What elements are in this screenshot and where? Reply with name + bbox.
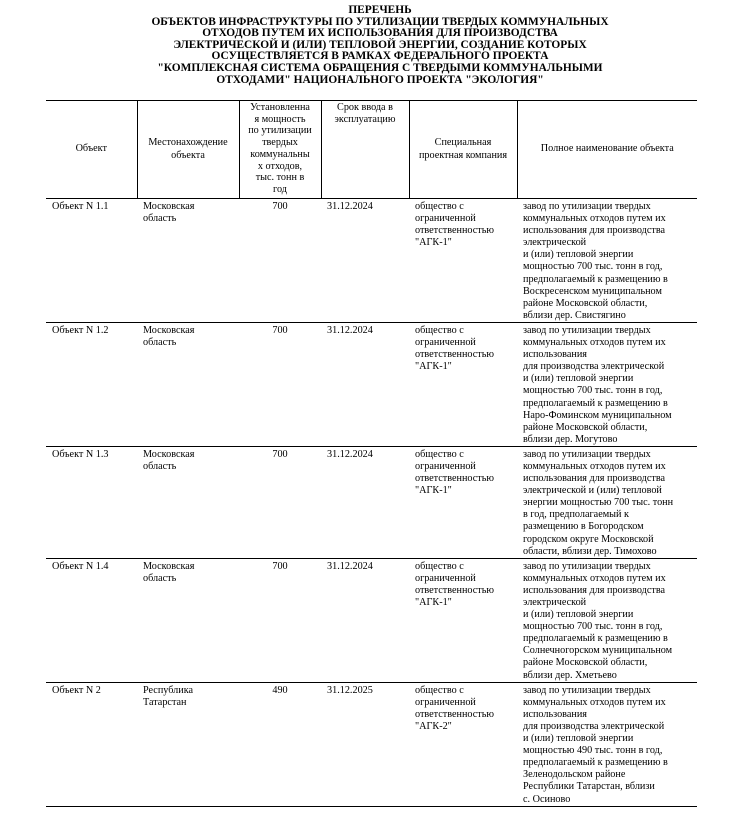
location-line: область xyxy=(143,337,177,349)
location-line: область xyxy=(143,572,177,584)
company-line: ответственностью xyxy=(415,225,494,237)
full-name-line: завод по утилизации твердых xyxy=(523,684,651,696)
company-line: "АГК-1" xyxy=(415,485,452,497)
full-name-line: завод по утилизации твердых xyxy=(523,324,651,336)
header-capacity xyxy=(239,101,321,199)
full-name-line: мощностью 490 тыс. тонн в год, xyxy=(523,745,663,757)
cell-full-name xyxy=(517,446,697,558)
full-name-line: использования для производства xyxy=(523,584,666,596)
full-name-line: районе Московской области, xyxy=(523,421,648,433)
infrastructure-objects-table xyxy=(46,100,697,807)
location-line: Татарстан xyxy=(143,696,187,708)
company-line: общество с xyxy=(415,684,464,696)
location-line: Московская xyxy=(143,448,195,460)
full-name-line: районе Московской области, xyxy=(523,297,648,309)
full-name-line: Наро-Фоминском муниципальном xyxy=(523,409,672,421)
full-name-line: для производства электрической xyxy=(523,720,665,732)
table-header xyxy=(46,101,697,199)
full-name-line: использования для производства xyxy=(523,473,666,485)
full-name-line: мощностью 700 тыс. тонн в год, xyxy=(523,385,663,397)
header-object: Объект xyxy=(46,101,137,199)
location-line: Московская xyxy=(143,560,195,572)
full-name-line: использования для производства xyxy=(523,225,666,237)
full-name-line: с. Осиново xyxy=(523,793,571,805)
header-full-name: Полное наименование объекта xyxy=(517,101,697,199)
company-line: "АГК-2" xyxy=(415,720,452,732)
header-capacity-line: коммунальны xyxy=(250,148,310,160)
full-name-line: электрической и (или) тепловой xyxy=(523,485,662,497)
cell-capacity: 700 xyxy=(239,558,321,682)
company-line: общество с xyxy=(415,324,464,336)
full-name-line: коммунальных отходов путем их xyxy=(523,460,666,472)
cell-object: Объект N 1.3 xyxy=(46,446,137,558)
company-line: ограниченной xyxy=(415,696,476,708)
location-line: Московская xyxy=(143,324,195,336)
title-line: ОТХОДОВ ПУТЕМ ИХ ИСПОЛЬЗОВАНИЯ ДЛЯ ПРОИЗВОДСТВА xyxy=(202,27,558,40)
cell-object: Объект N 1.4 xyxy=(46,558,137,682)
cell-location xyxy=(137,199,239,323)
cell-company xyxy=(409,199,517,323)
full-name-line: и (или) тепловой энергии xyxy=(523,373,634,385)
full-name-line: электрической xyxy=(523,597,587,608)
table-row xyxy=(46,199,697,323)
header-capacity-line: х отходов, xyxy=(257,160,303,172)
full-name-line: завод по утилизации твердых xyxy=(523,560,651,572)
company-line: ограниченной xyxy=(415,460,476,472)
company-line: общество с xyxy=(415,560,464,572)
full-name-line: области, вблизи дер. Тимохово xyxy=(523,545,657,557)
full-name-line: использования xyxy=(523,708,587,720)
cell-location xyxy=(137,446,239,558)
full-name-line: вблизи дер. Хметьево xyxy=(523,669,617,681)
full-name-line: Воскресенском муниципальном xyxy=(523,285,662,297)
company-line: "АГК-1" xyxy=(415,361,452,373)
company-line: "АГК-1" xyxy=(415,237,452,249)
location-line: область xyxy=(143,213,177,225)
location-line: Республика xyxy=(143,684,194,696)
table-row xyxy=(46,322,697,446)
cell-capacity: 700 xyxy=(239,199,321,323)
location-line: область xyxy=(143,460,177,472)
full-name-line: для производства электрической xyxy=(523,361,665,373)
full-name-line: коммунальных отходов путем их xyxy=(523,213,666,225)
company-line: ответственностью xyxy=(415,349,494,361)
company-line: общество с xyxy=(415,448,464,460)
company-line: ответственностью xyxy=(415,473,494,485)
cell-company xyxy=(409,322,517,446)
full-name-line: и (или) тепловой энергии xyxy=(523,249,634,261)
header-capacity-line: тыс. тонн в xyxy=(255,172,305,184)
header-capacity-line: год xyxy=(273,183,287,195)
title-line: ОСУЩЕСТВЛЯЕТСЯ В РАМКАХ ФЕДЕРАЛЬНОГО ПРОЕКТА xyxy=(211,50,549,63)
full-name-line: предполагаемый к размещению в xyxy=(523,633,668,645)
cell-company xyxy=(409,446,517,558)
cell-company xyxy=(409,558,517,682)
header-capacity-line: твердых xyxy=(262,137,298,149)
header-capacity-line: Установленна xyxy=(250,102,310,113)
header-capacity-line: по утилизации xyxy=(248,125,312,137)
cell-capacity: 490 xyxy=(239,682,321,806)
cell-commissioning-date: 31.12.2024 xyxy=(321,199,409,323)
company-line: ответственностью xyxy=(415,708,494,720)
company-line: ответственностью xyxy=(415,584,494,596)
table-row xyxy=(46,558,697,682)
full-name-line: электрической xyxy=(523,237,587,249)
header-row xyxy=(46,101,697,199)
company-line: ограниченной xyxy=(415,572,476,584)
title-line: ОБЪЕКТОВ ИНФРАСТРУКТУРЫ ПО УТИЛИЗАЦИИ ТВЕРДЫХ КОММУНАЛЬНЫХ xyxy=(151,15,609,28)
cell-commissioning-date: 31.12.2024 xyxy=(321,322,409,446)
full-name-line: Зеленодольском районе xyxy=(523,769,626,781)
full-name-line: в год, предполагаемый к xyxy=(523,509,629,521)
cell-commissioning-date: 31.12.2024 xyxy=(321,558,409,682)
company-line: ограниченной xyxy=(415,213,476,225)
full-name-line: предполагаемый к размещению в xyxy=(523,273,668,285)
full-name-line: завод по утилизации твердых xyxy=(523,448,651,460)
full-name-line: вблизи дер. Свистягино xyxy=(523,309,626,321)
header-capacity-line: я мощность xyxy=(254,113,306,125)
location-line: Московская xyxy=(143,201,195,212)
cell-capacity: 700 xyxy=(239,446,321,558)
full-name-line: предполагаемый к размещению в xyxy=(523,757,668,769)
full-name-line: размещению в Богородском xyxy=(523,521,644,533)
company-line: общество с xyxy=(415,201,464,212)
table-row xyxy=(46,446,697,558)
cell-full-name xyxy=(517,558,697,682)
company-line: "АГК-1" xyxy=(415,597,452,608)
cell-object: Объект N 1.2 xyxy=(46,322,137,446)
full-name-line: Солнечногорском муниципальном xyxy=(523,645,673,657)
cell-company xyxy=(409,682,517,806)
cell-location xyxy=(137,322,239,446)
cell-commissioning-date: 31.12.2025 xyxy=(321,682,409,806)
cell-object: Объект N 1.1 xyxy=(46,199,137,323)
title-line: ОТХОДАМИ" НАЦИОНАЛЬНОГО ПРОЕКТА "ЭКОЛОГИЯ" xyxy=(216,73,544,86)
title-line: ЭЛЕКТРИЧЕСКОЙ И (ИЛИ) ТЕПЛОВОЙ ЭНЕРГИИ, СОЗДАНИЕ КОТОРЫХ xyxy=(173,38,587,51)
cell-commissioning-date: 31.12.2024 xyxy=(321,446,409,558)
full-name-line: районе Московской области, xyxy=(523,657,648,669)
table-body xyxy=(46,199,697,807)
full-name-line: коммунальных отходов путем их xyxy=(523,572,666,584)
cell-location xyxy=(137,558,239,682)
cell-full-name xyxy=(517,682,697,806)
full-name-line: вблизи дер. Могутово xyxy=(523,433,618,445)
full-name-line: энергии мощностью 700 тыс. тонн xyxy=(523,497,674,509)
cell-capacity: 700 xyxy=(239,322,321,446)
cell-object: Объект N 2 xyxy=(46,682,137,806)
full-name-line: и (или) тепловой энергии xyxy=(523,609,634,621)
cell-location xyxy=(137,682,239,806)
title-line: ПЕРЕЧЕНЬ xyxy=(348,4,412,16)
table-row xyxy=(46,682,697,806)
header-commissioning: Срок ввода в эксплуатацию xyxy=(321,101,409,199)
full-name-line: Республики Татарстан, вблизи xyxy=(523,781,655,793)
full-name-line: и (или) тепловой энергии xyxy=(523,733,634,745)
company-line: ограниченной xyxy=(415,337,476,349)
document-title xyxy=(120,5,640,86)
header-location: Местонахождение объекта xyxy=(137,101,239,199)
cell-full-name xyxy=(517,199,697,323)
full-name-line: коммунальных отходов путем их xyxy=(523,696,666,708)
full-name-line: мощностью 700 тыс. тонн в год, xyxy=(523,621,663,633)
full-name-line: завод по утилизации твердых xyxy=(523,201,651,212)
full-name-line: коммунальных отходов путем их xyxy=(523,337,666,349)
full-name-line: предполагаемый к размещению в xyxy=(523,397,668,409)
cell-full-name xyxy=(517,322,697,446)
full-name-line: использования xyxy=(523,349,587,361)
header-company: Специальная проектная компания xyxy=(409,101,517,199)
title-line: "КОМПЛЕКСНАЯ СИСТЕМА ОБРАЩЕНИЯ С ТВЕРДЫМИ КОММУНАЛЬНЫМИ xyxy=(157,61,603,74)
full-name-line: мощностью 700 тыс. тонн в год, xyxy=(523,261,663,273)
full-name-line: городском округе Московской xyxy=(523,533,654,545)
